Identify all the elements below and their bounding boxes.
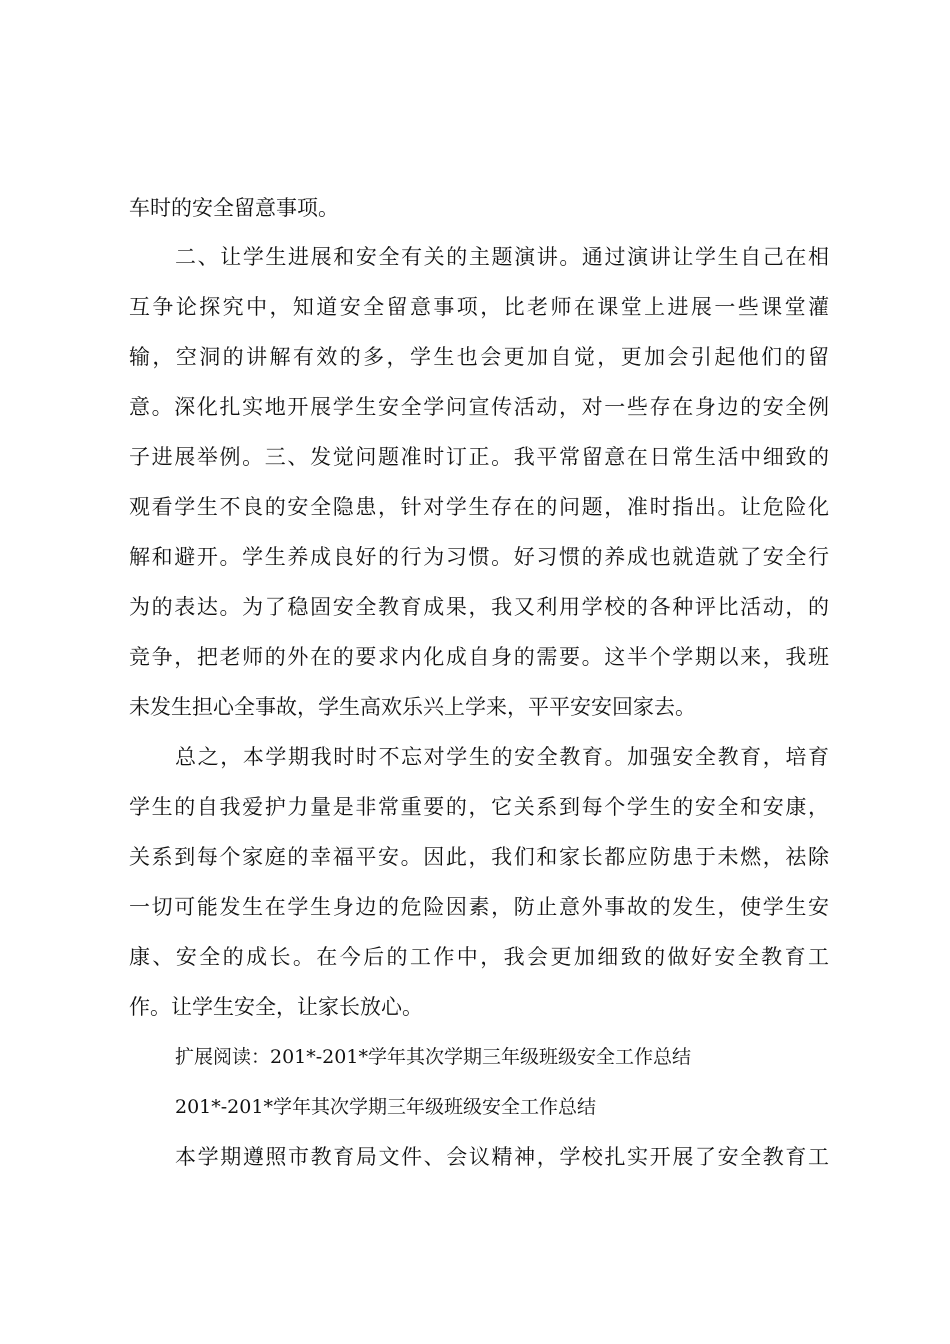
- text-line-11: 未发生担心全事故，学生高欢乐兴上学来，平平安安回家去。: [129, 695, 696, 719]
- text-line-17: 作。让学生安全，让家长放心。: [129, 995, 423, 1019]
- text-line-5: 意。深化扎实地开展学生安全学问宣传活动，对一些存在身边的安全例: [129, 395, 829, 419]
- text-line-4: 输，空洞的讲解有效的多，学生也会更加自觉，更加会引起他们的留: [129, 345, 829, 369]
- text-line-16: 康、安全的成长。在今后的工作中，我会更加细致的做好安全教育工: [129, 945, 829, 969]
- text-line-7: 观看学生不良的安全隐患，针对学生存在的问题，准时指出。让危险化: [129, 495, 829, 519]
- text-line-13: 学生的自我爱护力量是非常重要的，它关系到每个学生的安全和安康，: [129, 795, 829, 819]
- text-line-12: 总之，本学期我时时不忘对学生的安全教育。加强安全教育，培育: [175, 745, 829, 769]
- text-line-14: 关系到每个家庭的幸福平安。因此，我们和家长都应防患于未燃，祛除: [129, 845, 829, 869]
- text-line-8: 解和避开。学生养成良好的行为习惯。好习惯的养成也就造就了安全行: [129, 545, 829, 569]
- text-line-3: 互争论探究中，知道安全留意事项，比老师在课堂上进展一些课堂灌: [129, 295, 829, 319]
- text-line-9: 为的表达。为了稳固安全教育成果，我又利用学校的各种评比活动，的: [129, 595, 829, 619]
- text-line-20: 本学期遵照市教育局文件、会议精神，学校扎实开展了安全教育工: [175, 1145, 829, 1169]
- text-line-6: 子进展举例。三、发觉问题准时订正。我平常留意在日常生活中细致的: [129, 445, 829, 469]
- text-line-15: 一切可能发生在学生身边的危险因素，防止意外事故的发生，使学生安: [129, 895, 829, 919]
- section-title: 201*-201*学年其次学期三年级班级安全工作总结: [175, 1096, 596, 1118]
- text-line-1: 车时的安全留意事项。: [129, 196, 339, 220]
- text-line-2: 二、让学生进展和安全有关的主题演讲。通过演讲让学生自己在相: [175, 245, 829, 269]
- extended-reading-line: 扩展阅读：201*-201*学年其次学期三年级班级安全工作总结: [175, 1046, 691, 1068]
- text-line-10: 竞争，把老师的外在的要求内化成自身的需要。这半个学期以来，我班: [129, 645, 829, 669]
